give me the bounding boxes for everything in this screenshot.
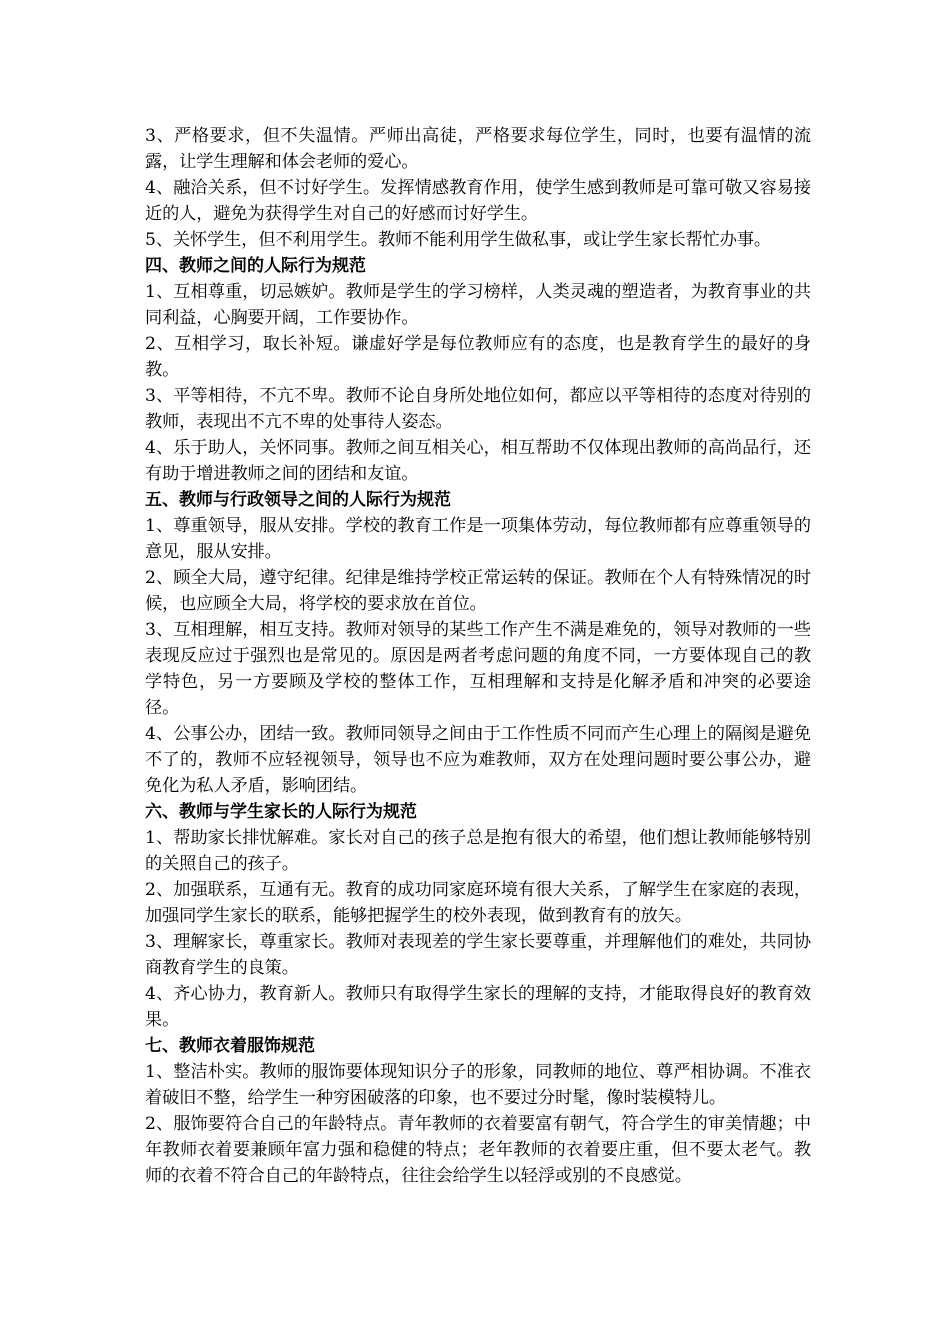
paragraph-age-appropriate-attire: 2、服饰要符合自己的年龄特点。青年教师的衣着要富有朝气，符合学生的审美情趣；中年教师衣着要兼顾年富力强和稳健的特点；老年教师的衣着要庄重，但不要太老气。教师的衣着不符合自己的年龄特点，往往会给学生以轻浮或别的不良感觉。 — [145, 1114, 811, 1186]
document-body — [145, 123, 811, 1189]
paragraph-harmony: 4、融洽关系，但不讨好学生。发挥情感教育作用，使学生感到教师是可靠可敬又容易接近的人，避免为获得学生对自己的好感而讨好学生。 — [145, 178, 811, 224]
section-heading-7: 七、教师衣着服饰规范 — [145, 1036, 315, 1056]
paragraph-care-students: 5、关怀学生，但不利用学生。教师不能利用学生做私事，或让学生家长帮忙办事。 — [145, 230, 771, 250]
paragraph-communication: 2、加强联系，互通有无。教育的成功同家庭环境有很大关系，了解学生在家庭的表现，加强同学生家长的联系，能够把握学生的校外表现，做到教育有的放矢。 — [145, 880, 811, 926]
section-heading-5: 五、教师与行政领导之间的人际行为规范 — [145, 490, 451, 510]
paragraph-unity: 4、公事公办，团结一致。教师同领导之间由于工作性质不同而产生心理上的隔阂是避免不了的，教师不应轻视领导，领导也不应为难教师，双方在处理问题时要公事公办，避免化为私人矛盾，影响团结。 — [145, 724, 811, 796]
paragraph-helping-others: 4、乐于助人，关怀同事。教师之间互相关心，相互帮助不仅体现出教师的高尚品行，还有助于增进教师之间的团结和友谊。 — [145, 438, 811, 484]
paragraph-discipline: 2、顾全大局，遵守纪律。纪律是维持学校正常运转的保证。教师在个人有特殊情况的时候，也应顾全大局，将学校的要求放在首位。 — [145, 568, 811, 614]
paragraph-equal-treatment: 3、平等相待，不亢不卑。教师不论自身所处地位如何，都应以平等相待的态度对待别的教师，表现出不亢不卑的处事待人姿态。 — [145, 386, 811, 432]
paragraph-mutual-learning: 2、互相学习，取长补短。谦虚好学是每位教师应有的态度，也是教育学生的最好的身教。 — [145, 334, 811, 380]
paragraph-respect-parents: 3、理解家长，尊重家长。教师对表现差的学生家长要尊重，并理解他们的难处，共同协商教育学生的良策。 — [145, 932, 811, 978]
section-heading-6: 六、教师与学生家长的人际行为规范 — [145, 802, 417, 822]
paragraph-respect-strict: 3、严格要求，但不失温情。严师出高徒，严格要求每位学生，同时，也要有温情的流露，让学生理解和体会老师的爱心。 — [145, 126, 811, 172]
paragraph-understanding: 3、互相理解，相互支持。教师对领导的某些工作产生不满是难免的，领导对教师的一些表现反应过于强烈也是常见的。原因是两者考虑问题的角度不同，一方要体现自己的教学特色，另一方要顾及学校的整体工作，互相理解和支持是化解矛盾和冲突的必要途径。 — [145, 620, 811, 718]
section-heading-4: 四、教师之间的人际行为规范 — [145, 256, 366, 276]
paragraph-respect-leaders: 1、尊重领导，服从安排。学校的教育工作是一项集体劳动，每位教师都有应尊重领导的意见，服从安排。 — [145, 516, 811, 562]
paragraph-mutual-respect: 1、互相尊重，切忌嫉妒。教师是学生的学习榜样，人类灵魂的塑造者，为教育事业的共同利益，心胸要开阔，工作要协作。 — [145, 282, 811, 328]
paragraph-cooperation: 4、齐心协力，教育新人。教师只有取得学生家长的理解的支持，才能取得良好的教育效果。 — [145, 984, 811, 1030]
paragraph-help-parents: 1、帮助家长排忧解难。家长对自己的孩子总是抱有很大的希望，他们想让教师能够特别的关照自己的孩子。 — [145, 828, 811, 874]
paragraph-neat-attire: 1、整洁朴实。教师的服饰要体现知识分子的形象，同教师的地位、尊严相协调。不准衣着破旧不整，给学生一种穷困破落的印象，也不要过分时髦，像时装模特儿。 — [145, 1062, 811, 1108]
